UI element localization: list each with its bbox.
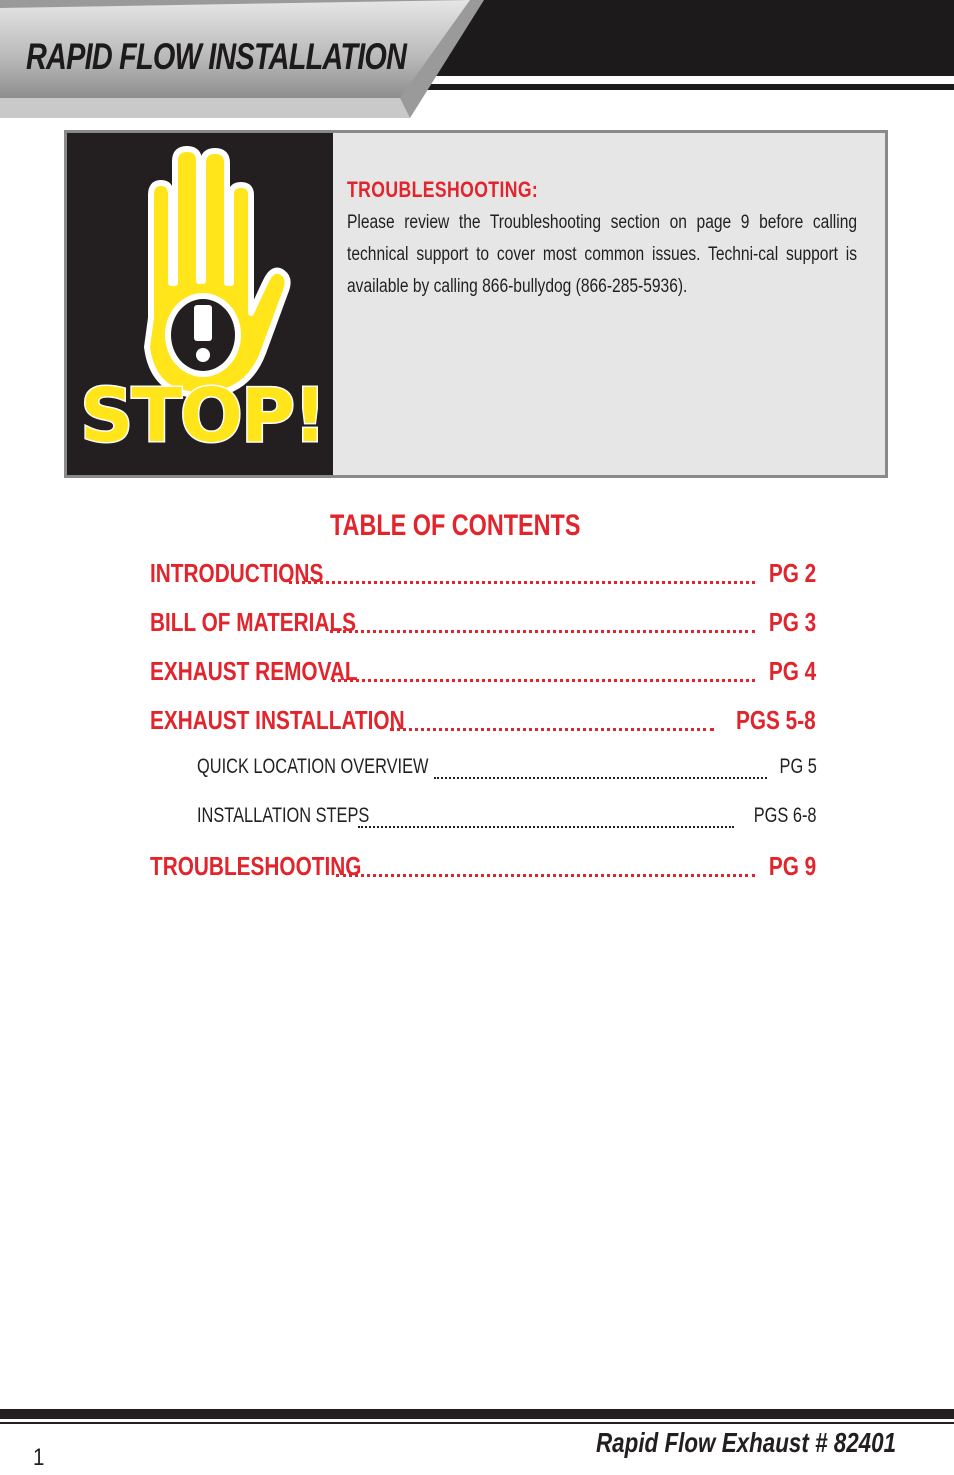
toc-title: TABLE OF CONTENTS	[330, 509, 581, 542]
notice-body: Please review the Troubleshooting section on page 9 before calling technical support to cover most common issues. Techni-cal support is available by calling 866-bullydog (866-285-5936).	[347, 212, 858, 297]
notice-heading: TROUBLESHOOTING:	[347, 177, 539, 202]
page-title: RAPID FLOW INSTALLATION	[26, 36, 407, 77]
page-header	[0, 0, 954, 125]
stop-badge-text: STOP!	[80, 373, 325, 459]
toc-leader-dots	[358, 826, 735, 828]
toc-entry-page: PG 5	[779, 755, 817, 778]
toc-subentry-quick-location-overview[interactable]	[197, 755, 817, 789]
toc-leader-dots	[289, 581, 755, 584]
footer-bar	[0, 1409, 954, 1419]
toc-entry-exhaust-installation[interactable]	[150, 705, 816, 739]
toc-entry-label: INSTALLATION STEPS	[197, 804, 370, 827]
notice-content	[347, 177, 857, 303]
toc-entry-page: PG 2	[768, 558, 816, 588]
toc-entry-page: PGS 6-8	[754, 804, 817, 827]
toc-entry-label: INTRODUCTIONS	[150, 558, 324, 588]
troubleshooting-notice	[64, 130, 888, 478]
toc-entry-page: PG 9	[768, 851, 816, 881]
toc-entry-page: PG 4	[768, 656, 816, 686]
toc-leader-dots	[434, 777, 767, 779]
footer-title: Rapid Flow Exhaust # 82401	[595, 1427, 896, 1458]
toc-subentry-installation-steps[interactable]	[197, 804, 817, 838]
toc-entry-page: PGS 5-8	[736, 705, 816, 735]
toc-entry-label: QUICK LOCATION OVERVIEW	[197, 755, 429, 778]
stop-warning-panel	[67, 133, 333, 475]
toc-leader-dots	[390, 728, 714, 731]
toc-entry-exhaust-removal[interactable]	[150, 656, 816, 690]
toc-entry-label: BILL OF MATERIALS	[150, 607, 357, 637]
toc-entry-label: TROUBLESHOOTING	[150, 851, 362, 881]
toc-leader-dots	[332, 679, 755, 682]
toc-entry-introductions[interactable]	[150, 558, 816, 592]
toc-leader-dots	[336, 874, 754, 877]
toc-entry-troubleshooting[interactable]	[150, 851, 816, 885]
toc-entry-label: EXHAUST REMOVAL	[150, 656, 358, 686]
toc-entry-page: PG 3	[768, 607, 816, 637]
toc-entry-label: EXHAUST INSTALLATION	[150, 705, 405, 735]
toc-entry-bill-of-materials[interactable]	[150, 607, 816, 641]
page-number: 1	[33, 1444, 45, 1471]
toc-leader-dots	[330, 630, 755, 633]
footer-divider	[0, 1422, 954, 1424]
